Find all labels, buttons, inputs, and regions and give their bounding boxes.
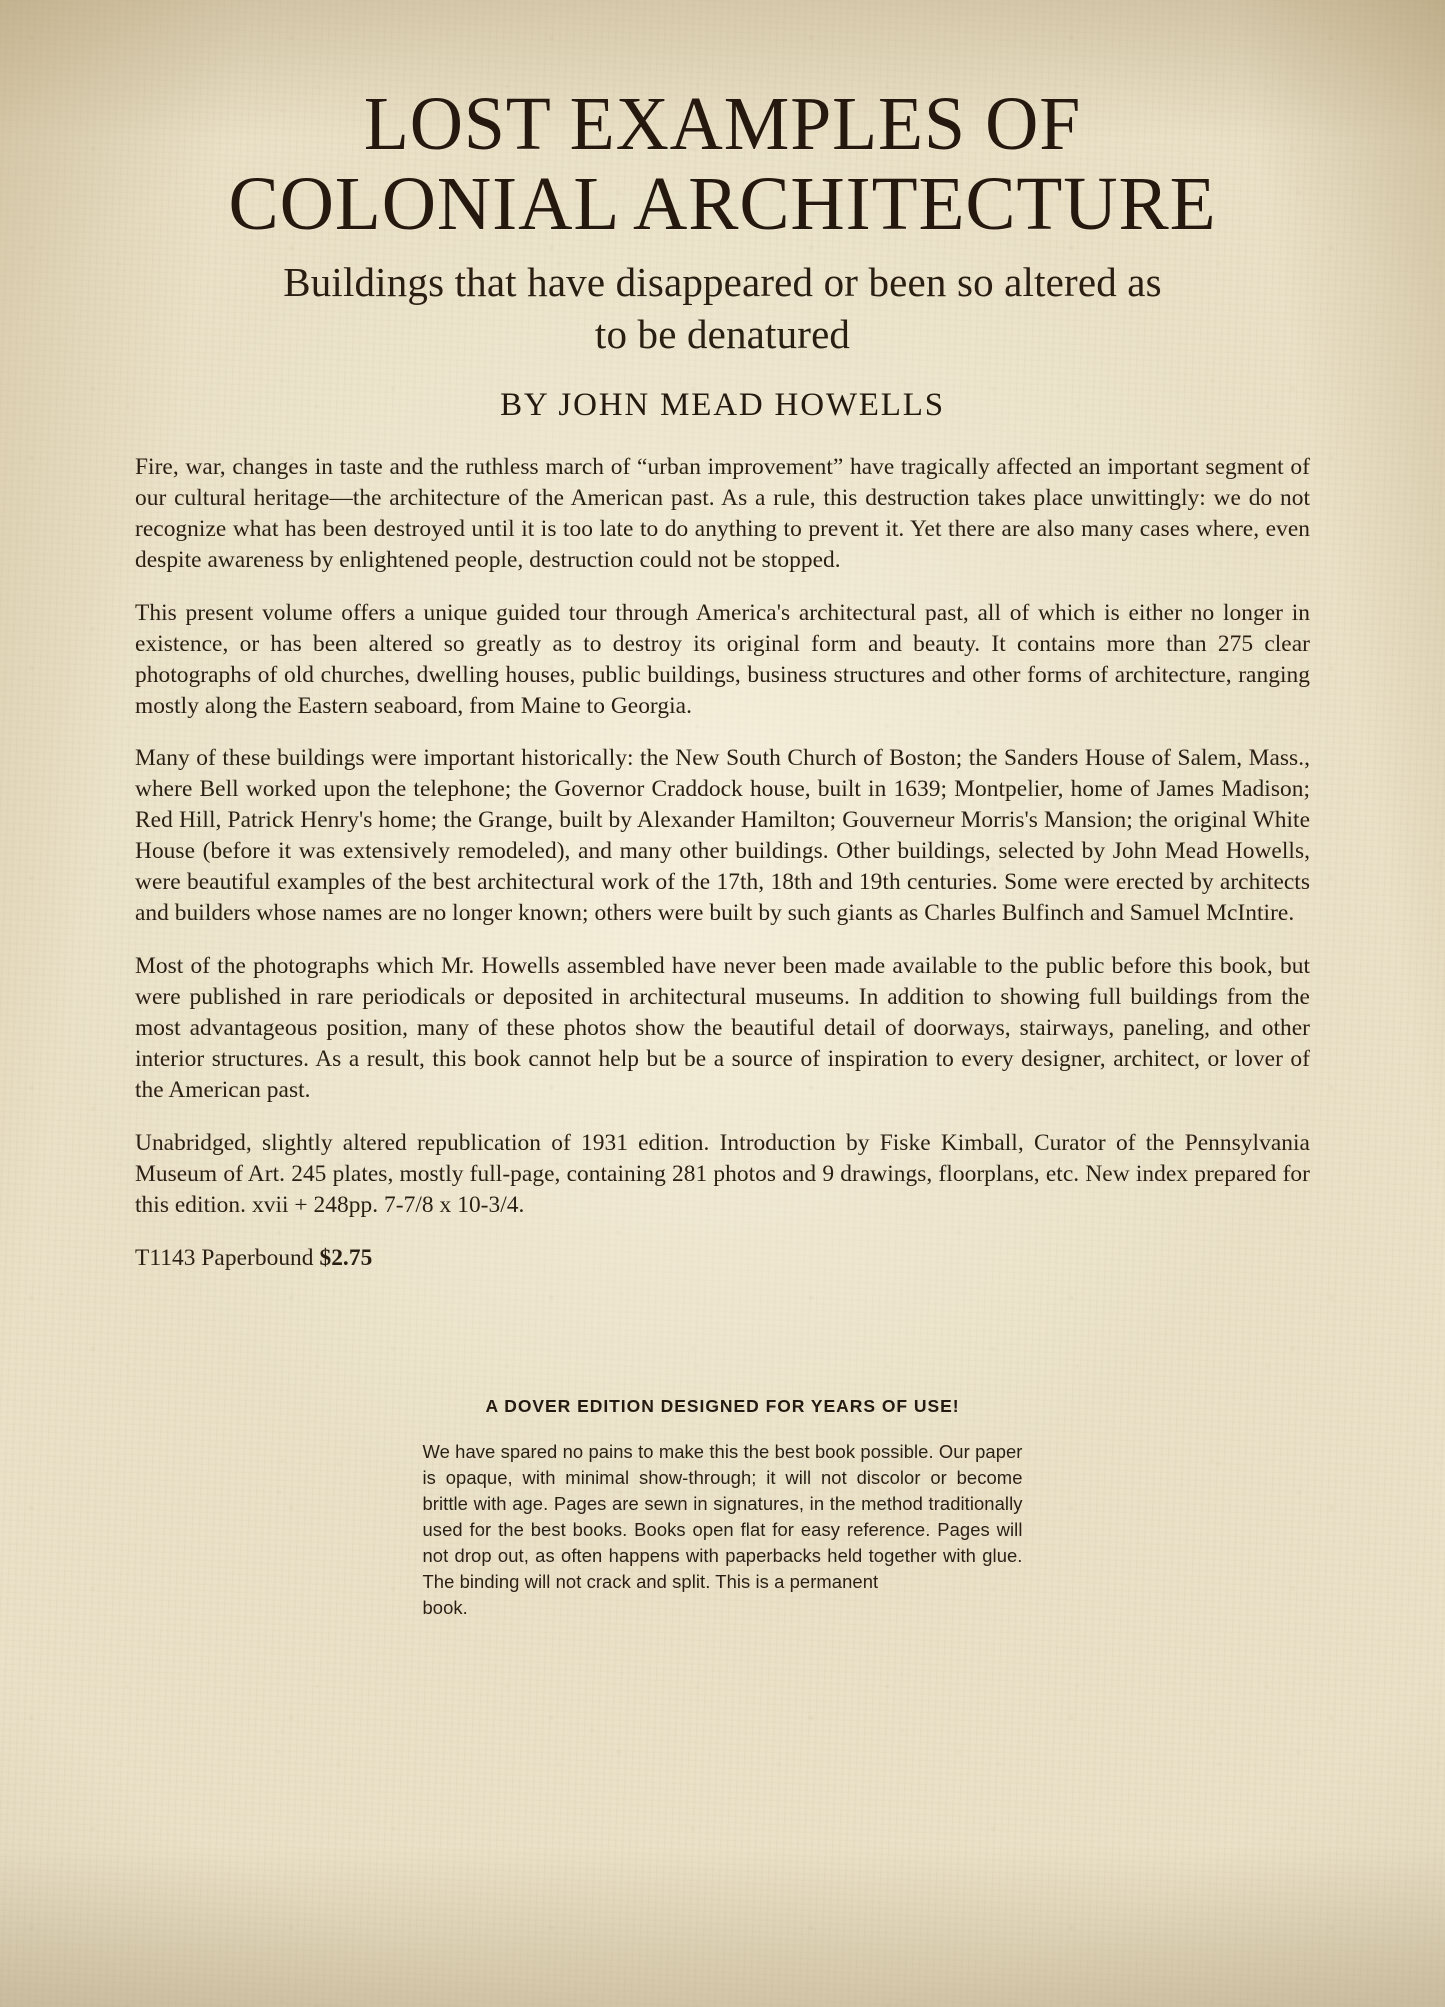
description-body: [135, 452, 1310, 1274]
dover-edition-heading: A DOVER EDITION DESIGNED FOR YEARS OF USE!: [485, 1395, 960, 1416]
book-subtitle-line-2: to be denatured: [594, 311, 851, 358]
book-subtitle: [135, 256, 1310, 361]
description-paragraph-4: Most of the photographs which Mr. Howells assembled have never been made available to the public before this book, but were published in rare periodicals or deposited in architectural museums. In addition to showing full buildings from the most advantageous position, many of these photos show the beautiful detail of doorways, stairways, paneling, and other interior structures. As a result, this book cannot help but be a source of inspiration to every designer, architect, or lover of the American past.: [135, 953, 1310, 1103]
book-title-line-2: COLONIAL ARCHITECTURE: [228, 162, 1217, 246]
dover-edition-text: [423, 1439, 1023, 1622]
book-title-line-1: LOST EXAMPLES OF: [363, 82, 1082, 166]
dover-edition-text-last-word: book.: [422, 1597, 468, 1619]
publication-details-paragraph: Unabridged, slightly altered republication of 1931 edition. Introduction by Fiske Kimball, Curator of the Pennsylvania Museum of Art. 245 plates, mostly full-page, containing 281 photos and 9 drawings, floorplans, etc. New index prepared for this edition. xvii + 248pp. 7-7/8 x 10-3/4.: [135, 1129, 1310, 1218]
description-paragraph-2: This present volume offers a unique guided tour through America's architectural past, all of which is either no longer in existence, or has been altered so greatly as to destroy its original form and beauty. It contains more than 275 clear photographs of old churches, dwelling houses, public buildings, business structures and other forms of architecture, ranging mostly along the Eastern seaboard, from Maine to Georgia.: [135, 599, 1310, 719]
dover-edition-text-body: We have spared no pains to make this the best book possible. Our paper is opaque, with minimal show-through; it will not discolor or become brittle with age. Pages are sewn in signatures, in the method traditionally used for the best books. Books open flat for easy reference. Pages will not drop out, as often happens with paperbacks held together with glue. The binding will not crack and split. This is a permanent: [422, 1440, 1023, 1593]
title-block: [135, 0, 1310, 424]
price-value: $2.75: [319, 1244, 373, 1271]
catalog-price-line: [135, 1243, 1310, 1274]
author-byline: BY JOHN MEAD HOWELLS: [500, 386, 945, 423]
description-paragraph-3: Many of these buildings were important historically: the New South Church of Boston; the Sanders House of Salem, Mass., where Bell worked upon the telephone; the Governor Craddock house, built in 1639; Montpelier, home of James Madison; Red Hill, Patrick Henry's home; the Grange, built by Alexander Hamilton; Gouverneur Morris's Mansion; the original White House (before it was extensively remodeled), and many other buildings. Other buildings, selected by John Mead Howells, were beautiful examples of the best architectural work of the 17th, 18th and 19th centuries. Some were erected by architects and builders whose names are no longer known; others were built by such giants as Charles Bulfinch and Samuel McIntire.: [135, 745, 1310, 927]
catalog-number: T1143: [135, 1244, 196, 1271]
dover-edition-block: [423, 1274, 1023, 1622]
book-subtitle-line-1: Buildings that have disappeared or been so altered as: [283, 259, 1162, 305]
binding-type: Paperbound: [201, 1244, 314, 1271]
description-paragraph-1: Fire, war, changes in taste and the ruthless march of “urban improvement” have tragically affected an important segment of our cultural heritage—the architecture of the American past. As a rule, this destruction takes place unwittingly: we do not recognize what has been destroyed until it is too late to do anything to prevent it. Yet there are also many cases where, even despite awareness by enlightened people, destruction could not be stopped.: [135, 453, 1310, 573]
